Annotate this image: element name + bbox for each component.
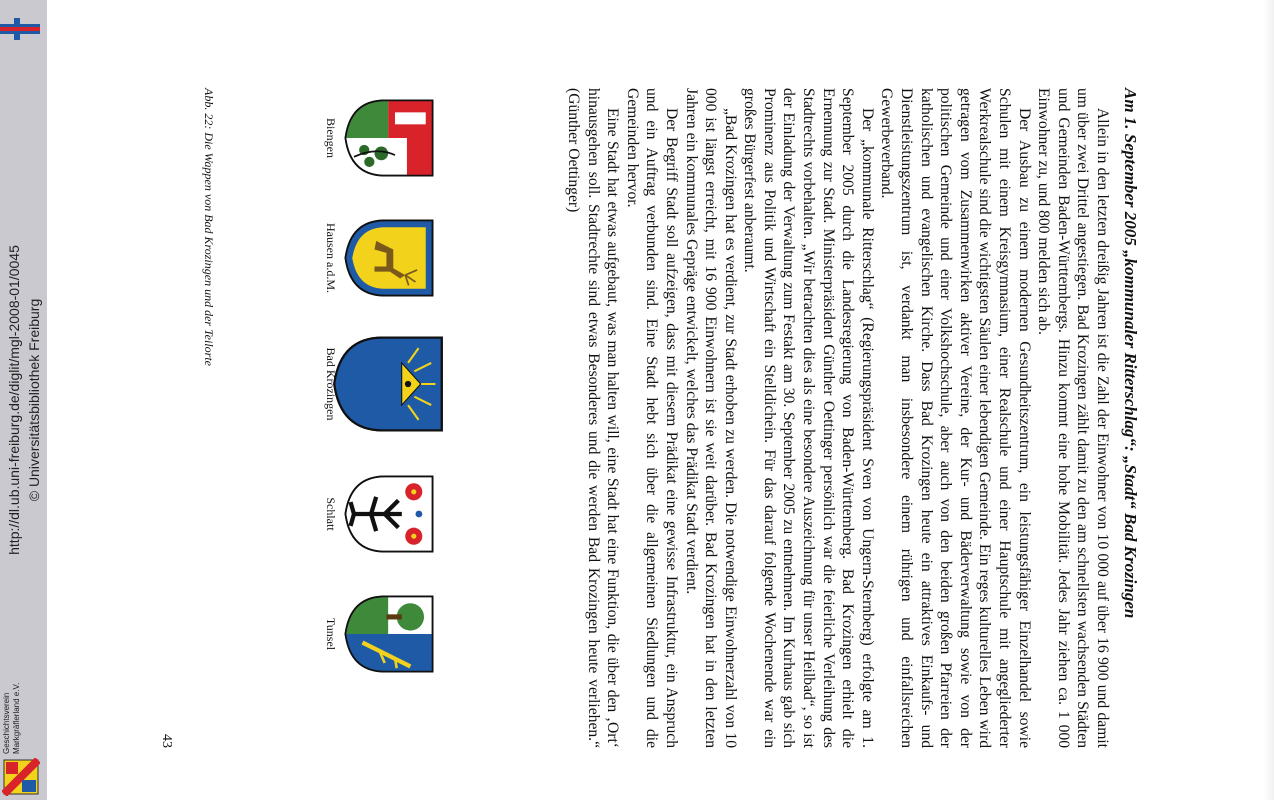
- figure-caption: Abb. 22: Die Wappen von Bad Krozingen und der Teilorte: [202, 88, 216, 366]
- crest-label: Biengen: [324, 118, 338, 158]
- footer-url-link[interactable]: http://dl.ub.uni-freiburg.de/diglit/mgl-2008-01/0045: [6, 245, 22, 555]
- paragraph: Eine Stadt hat etwas aufgebaut, was man halten will, eine Stadt hat eine Funktion, die über den ‚Ort‘ hinausgehen soll. Stadtrechte sind etwas Besonderes und die werden Bad Krozingen heute verliehen.“ (Günther Oettinger): [564, 88, 622, 748]
- crest-label: Tunsel: [324, 617, 338, 651]
- crest-schlatt-icon: [342, 464, 436, 564]
- crest-label: Bad Krozingen: [324, 347, 338, 421]
- society-line-1: Geschichtsverein: [2, 692, 11, 754]
- paragraph: „Bad Krozingen hat es verdient, zur Stadt erhoben zu werden. Die notwendige Einwohnerzahl von 10 000 ist längst erreicht, mit 16 900 Einwohnern ist sie weit darüber. Bad Krozingen hat in den letzten Jahren ein kommunales Gepräge entwickelt, welches das Prädikat Stadt verdient.: [682, 88, 739, 748]
- crest-label: Hausen a.d.M.: [324, 223, 338, 293]
- crest-tunsel-icon: [342, 584, 436, 684]
- crest-label: Schlatt: [324, 497, 338, 531]
- paragraph: Der „kommunale Ritterschlag“ (Regierungspräsident Sven von Ungern-Sternberg) erfolgte am 1. September 2005 durch die Landesregierung von Baden-Württemberg. Bad Krozingen erhielt die Ernennung zur Stadt. Ministerpräsident Günther Oettinger persönlich war die feierliche Verleihung des Stadtrechts vorbehalten. „Wir betrachten dies als eine besondere Auszeichnung für unser Heilbad“, so ist der Einladung der Verwaltung zum Festakt am 30. September 2005 zu entnehmen. Im Kurhaus gab sich Prominenz aus Politik und Wirtschaft ein Stelldichein. Für das darauf folgende Wochenende war ein großes Bürgerfest anberaumt.: [741, 88, 876, 748]
- crest-biengen-icon: [342, 88, 436, 188]
- crest-bad-krozingen-icon: [330, 328, 446, 440]
- crest-hausen-icon: [342, 208, 436, 308]
- footer-copyright: © Universitätsbibliothek Freiburg: [26, 298, 42, 502]
- body-text: [563, 88, 1112, 748]
- page-number: 43: [159, 734, 174, 748]
- paragraph: Der Ausbau zu einem modernen Gesundheitszentrum, ein leistungsfähiger Einzelhandel sowie Schulen mit einem Kreisgymnasium, einer Realschule und einer Hauptschule mit angegliederter Werkrealschule sind die wichtigsten Säulen einer lebendigen Gemeinde. Ein reges kulturelles Leben wird getragen vom Zusammenwirken aktiver Vereine, der Kur- und Bäderverwaltung sowie von der politischen Gemeinde und einer Volkshochschule, aber auch von den beiden großen Pfarreien der katholischen und evangelischen Kirche. Dass Bad Krozingen heute ein attraktives Einkaufs- und Dienstleistungszentrum ist, verdankt man insbesondere einem rührigen und einfallsreichen Gewerbeverband.: [878, 88, 1033, 748]
- paragraph: Allein in den letzten dreißig Jahren ist die Zahl der Einwohner von 10 000 auf über 16 900 und damit um über zwei Drittel angestiegen. Bad Krozingen zählt damit zu den am schnellsten wachsenden Städten und Gemeinden Baden-Württembergs. Hinzu kommt eine hohe Mobilität. Jedes Jahr ziehen ca. 1 000 Einwohner zu, und 800 melden sich ab.: [1035, 88, 1111, 748]
- section-heading: Am 1. September 2005 „kommunaler Ritterschlag“: „Stadt“ Bad Krozingen: [1121, 88, 1140, 619]
- society-line-2: Markgräflerland e.V.: [12, 682, 21, 754]
- coats-of-arms-row: [206, 88, 436, 748]
- paragraph: Der Begriff Stadt soll aufzeigen, dass mit diesem Prädikat eine gewisse Infrastruktur, ein Anspruch und ein Auftrag verbunden sind. Eine Stadt hebt sich über die allgemeinen Siedlungen und die Gemeinden hervor.: [623, 88, 680, 748]
